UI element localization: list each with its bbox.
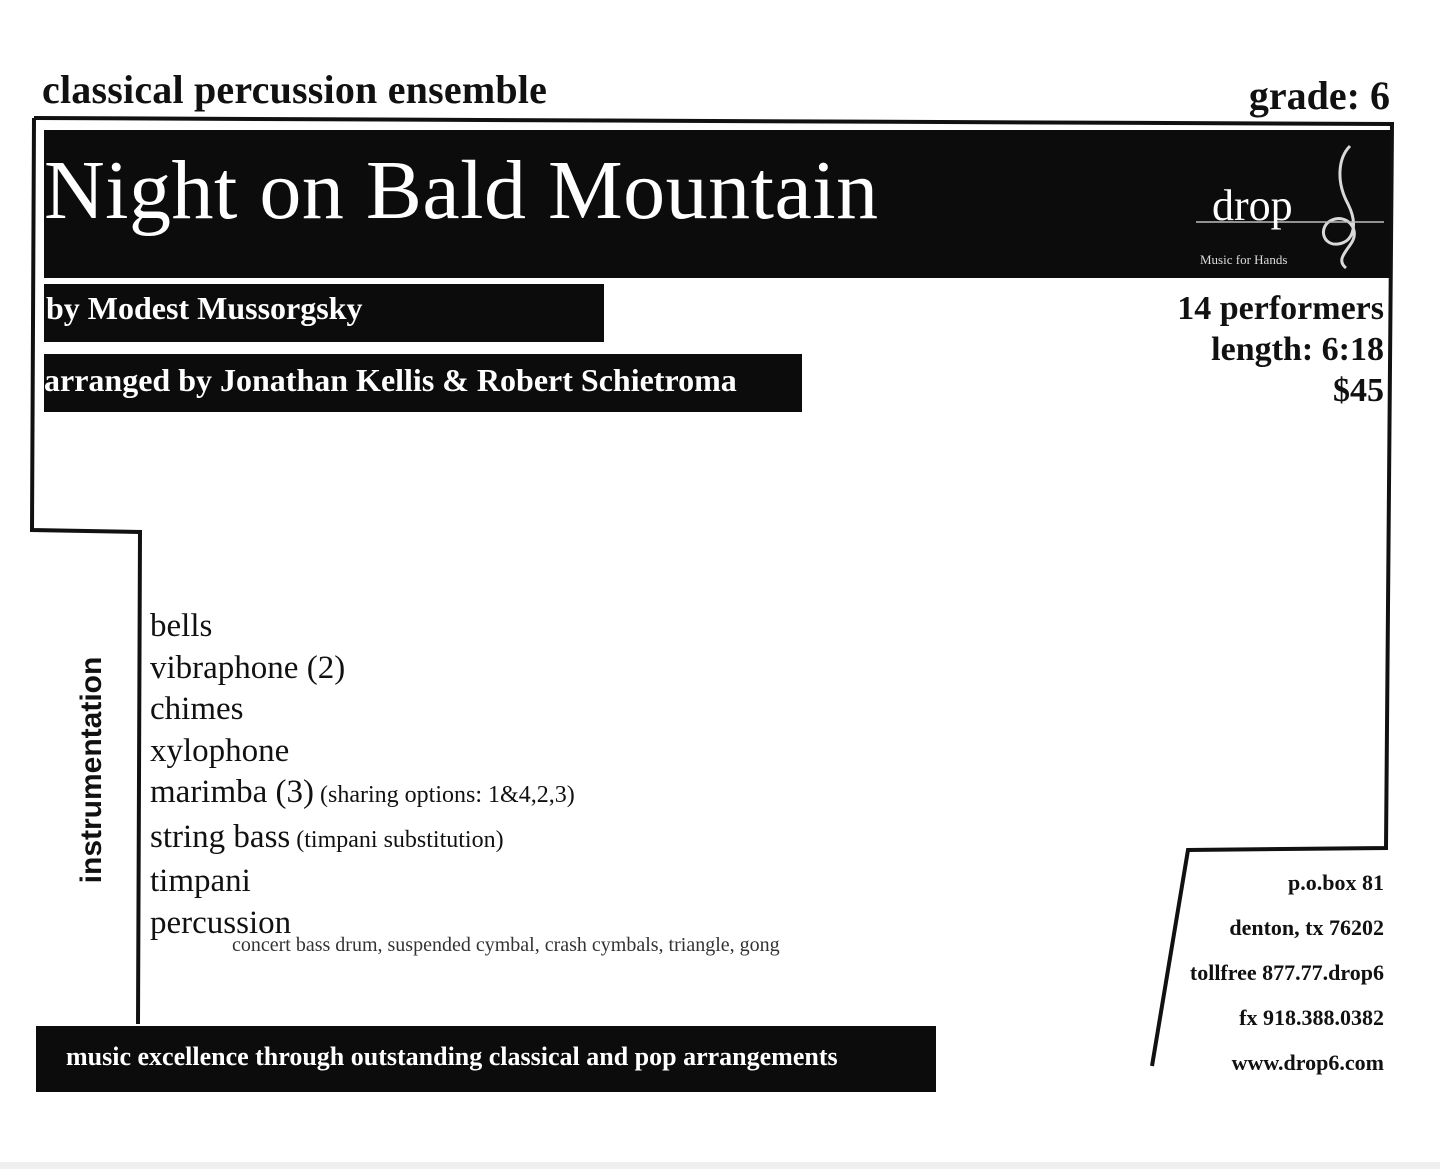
grade-level: grade: 6 xyxy=(1248,73,1390,118)
instrument-item xyxy=(150,817,575,862)
price: $45 xyxy=(1333,372,1384,409)
instrument-item xyxy=(150,606,575,648)
instrument-item xyxy=(150,731,575,773)
instrument-name: chimes xyxy=(150,691,244,727)
ensemble-category: classical percussion ensemble xyxy=(42,67,548,112)
instrument-name: timpani xyxy=(150,863,251,899)
contact-po-box: p.o.box 81 xyxy=(1288,870,1384,895)
logo-wordmark: drop xyxy=(1212,181,1293,230)
contact-city: denton, tx 76202 xyxy=(1229,915,1384,940)
instrument-name: string bass xyxy=(150,818,291,855)
contact-fax: fx 918.388.0382 xyxy=(1239,1005,1384,1030)
contact-tollfree: tollfree 877.77.drop6 xyxy=(1189,960,1384,985)
instrument-name: bells xyxy=(150,608,213,644)
logo-tagline: Music for Hands xyxy=(1200,252,1288,267)
instrument-item xyxy=(150,861,575,903)
composer-credit: by Modest Mussorgsky xyxy=(44,284,604,342)
piece-title: Night on Bald Mountain xyxy=(44,144,879,237)
instrument-name: marimba (3) xyxy=(150,774,315,810)
instrument-note: (sharing options: 1&4,2,3) xyxy=(320,782,575,808)
percussion-detail: concert bass drum, suspended cymbal, crash cymbals, triangle, gong xyxy=(232,934,780,956)
instrument-list xyxy=(150,606,575,944)
instrument-name: xylophone xyxy=(150,732,290,769)
piece-length: length: 6:18 xyxy=(1211,331,1384,368)
instrument-name: vibraphone (2) xyxy=(150,649,346,686)
performer-count: 14 performers xyxy=(1177,290,1384,327)
contact-website: www.drop6.com xyxy=(1231,1050,1384,1075)
instrument-item xyxy=(150,772,575,817)
instrument-name: percussion xyxy=(150,904,292,941)
arranger-credit: arranged by Jonathan Kellis & Robert Schietroma xyxy=(44,354,802,412)
instrument-item xyxy=(150,648,575,690)
instrument-note: (timpani substitution) xyxy=(296,826,504,853)
instrumentation-heading: instrumentation xyxy=(75,656,108,884)
instrument-item xyxy=(150,689,575,731)
slogan-banner: music excellence through outstanding classical and pop arrangements xyxy=(36,1026,936,1092)
